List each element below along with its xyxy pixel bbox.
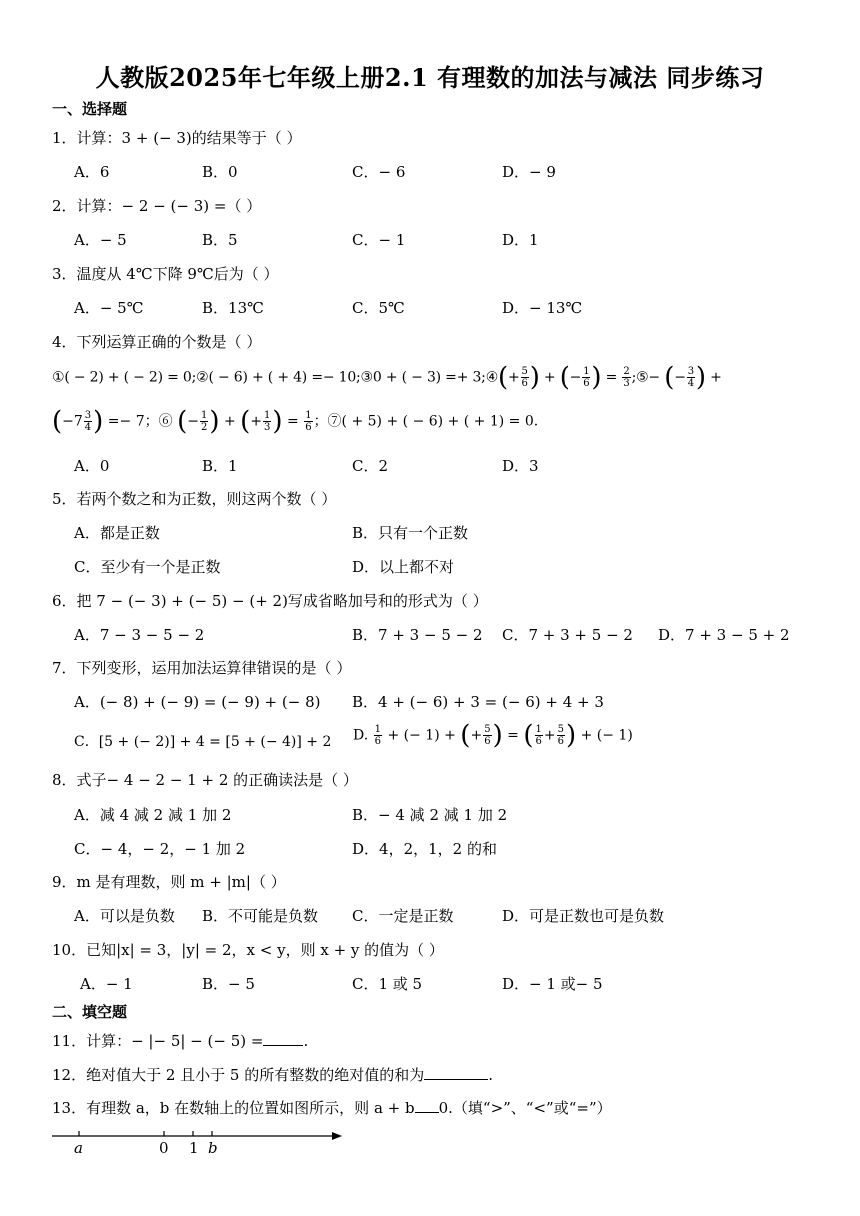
question-9-option-b: B．不可能是负数 <box>202 907 319 925</box>
formula-text: + <box>250 413 263 430</box>
paren-close: ) <box>529 362 540 393</box>
question-2-option-d: D．1 <box>502 231 539 249</box>
fraction-denominator: 6 <box>305 422 312 433</box>
fraction-denominator: 2 <box>200 422 208 433</box>
fraction <box>521 366 529 389</box>
question-8-stem: 8．式子− 4 − 2 − 1 + 2 的正确读法是（ ） <box>52 771 358 789</box>
question-7-option-d <box>353 720 633 751</box>
question-6-option-d: D．7 + 3 − 5 + 2 <box>658 626 790 644</box>
paren-open: ( <box>177 406 188 437</box>
question-2-stem: 2．计算：− 2 − (− 3) =（ ） <box>52 197 262 215</box>
question-5-option-a: A．都是正数 <box>74 524 160 542</box>
question-5-stem: 5．若两个数之和为正数，则这两个数（ ） <box>52 490 337 508</box>
paren-open: ( <box>240 406 251 437</box>
fraction-numerator: 2 <box>623 366 630 377</box>
fraction <box>84 410 92 433</box>
fraction-denominator: 6 <box>535 736 542 747</box>
fraction <box>200 410 208 433</box>
fraction-denominator: 3 <box>264 422 271 433</box>
paren-close: ) <box>695 362 706 393</box>
question-8-option-c: C．− 4，− 2，− 1 加 2 <box>74 840 246 858</box>
question-12-end: . <box>488 1066 494 1084</box>
question-9-option-c: C．一定是正数 <box>352 907 454 925</box>
paren-open: ( <box>498 362 508 393</box>
paren-open: ( <box>664 362 675 393</box>
fraction-denominator: 6 <box>583 378 590 389</box>
fraction-denominator: 6 <box>374 736 382 747</box>
question-13 <box>52 1097 612 1118</box>
fraction-denominator: 4 <box>687 378 694 389</box>
question-4-formula-line-2 <box>52 406 539 437</box>
formula-text: − <box>187 413 199 430</box>
question-2-option-a: A．− 5 <box>74 231 127 249</box>
formula-text: + (− 1) + <box>387 727 456 744</box>
question-1-stem: 1．计算：3 + (− 3)的结果等于（ ） <box>52 129 302 147</box>
paren-open: ( <box>523 720 534 751</box>
question-11-text: 11．计算：− |− 5| − (− 5) = <box>52 1032 264 1050</box>
formula-text: −7 <box>62 413 83 430</box>
fraction-numerator: 1 <box>200 410 208 421</box>
question-3-option-a: A．− 5℃ <box>74 299 144 317</box>
paren-open: ( <box>559 362 570 393</box>
question-7-option-b: B．4 + (− 6) + 3 = (− 6) + 4 + 3 <box>352 693 604 711</box>
formula-text: + <box>543 727 556 744</box>
fraction <box>687 366 695 389</box>
formula-text: ①( − 2) + ( − 2) = 0;②( − 6) + ( + 4) =− 10;③0 + ( − 3) =+ 3;④ <box>52 369 499 386</box>
question-10-option-c: C．1 或 5 <box>352 975 423 993</box>
question-7-option-a: A．(− 8) + (− 9) = (− 9) + (− 8) <box>74 693 321 711</box>
fraction-numerator: 3 <box>84 410 92 421</box>
question-9-option-d: D．可是正数也可是负数 <box>502 907 665 925</box>
fraction-numerator: 1 <box>583 366 590 377</box>
paren-close: ) <box>93 406 104 437</box>
question-1-option-b: B．0 <box>202 163 238 181</box>
formula-text: + <box>543 369 556 386</box>
formula-text: + (− 1) <box>580 727 633 744</box>
question-6-option-b: B．7 + 3 − 5 − 2 <box>352 626 483 644</box>
label-zero: 0 <box>159 1139 169 1157</box>
section-heading-fill: 二、填空题 <box>52 1003 128 1021</box>
paren-open: ( <box>460 720 471 751</box>
number-line-figure <box>52 1124 352 1164</box>
question-1-option-d: D．− 9 <box>502 163 556 181</box>
question-9-option-a: A．可以是负数 <box>74 907 175 925</box>
fraction-numerator: 5 <box>521 366 528 377</box>
label-one: 1 <box>189 1139 199 1157</box>
question-4-stem: 4．下列运算正确的个数是（ ） <box>52 333 262 351</box>
question-3-option-c: C．5℃ <box>352 299 405 317</box>
answer-blank[interactable] <box>424 1065 488 1080</box>
paren-close: ) <box>272 406 283 437</box>
fraction <box>557 724 565 747</box>
question-4-option-a: A．0 <box>74 457 110 475</box>
formula-text: = <box>507 727 519 744</box>
label-b: b <box>208 1139 218 1157</box>
fraction-numerator: 5 <box>484 724 491 735</box>
fraction-numerator: 5 <box>557 724 564 735</box>
fraction-denominator: 6 <box>484 736 491 747</box>
question-8-option-a: A．减 4 减 2 减 1 加 2 <box>74 806 232 824</box>
fraction-denominator: 3 <box>623 378 630 389</box>
fraction-denominator: 4 <box>84 422 92 433</box>
fraction-numerator: 1 <box>535 724 542 735</box>
label-a: a <box>74 1139 83 1157</box>
paren-close: ) <box>209 406 220 437</box>
fraction <box>263 410 271 433</box>
question-2-option-b: B．5 <box>202 231 238 249</box>
paren-close: ) <box>566 720 577 751</box>
question-5-option-b: B．只有一个正数 <box>352 524 469 542</box>
question-1-option-c: C．− 6 <box>352 163 406 181</box>
paren-close: ) <box>492 720 503 751</box>
answer-blank[interactable] <box>415 1098 439 1113</box>
question-3-option-d: D．− 13℃ <box>502 299 583 317</box>
fraction-denominator: 6 <box>557 736 564 747</box>
fraction-numerator: 1 <box>305 410 312 421</box>
formula-text: + <box>508 369 520 386</box>
question-3-stem: 3．温度从 4℃下降 9℃后为（ ） <box>52 265 279 283</box>
question-10-stem: 10．已知|x| = 3，|y| = 2，x < y，则 x + y 的值为（ ） <box>52 941 444 959</box>
question-8-option-b: B．− 4 减 2 减 1 加 2 <box>352 806 508 824</box>
question-8-option-d: D．4，2，1，2 的和 <box>352 840 497 858</box>
question-11-end: . <box>303 1032 309 1050</box>
formula-text: = <box>287 413 299 430</box>
formula-text: ；⑦( + 5) + ( − 6) + ( + 1) = 0. <box>313 413 539 430</box>
question-10-option-b: B．− 5 <box>202 975 255 993</box>
formula-text: − <box>674 369 686 386</box>
question-7-stem: 7．下列变形，运用加法运算律错误的是（ ） <box>52 659 352 677</box>
question-13-end: 0.（填“>”、“<”或“=”） <box>438 1099 612 1117</box>
question-2-option-c: C．− 1 <box>352 231 406 249</box>
question-5-option-c: C．至少有一个是正数 <box>74 558 221 576</box>
paren-open: ( <box>52 406 63 437</box>
formula-text: − <box>569 369 582 386</box>
question-7-option-c: C．[5 + (− 2)] + 4 = [5 + (− 4)] + 2 <box>74 734 332 750</box>
fraction-denominator: 6 <box>521 378 528 389</box>
question-12 <box>52 1064 493 1085</box>
question-6-option-a: A．7 − 3 − 5 − 2 <box>74 626 205 644</box>
question-12-text: 12．绝对值大于 2 且小于 5 的所有整数的绝对值的和为 <box>52 1066 425 1084</box>
question-3-option-b: B．13℃ <box>202 299 264 317</box>
formula-text: = <box>605 369 618 386</box>
question-10-option-a: A．− 1 <box>80 975 133 993</box>
question-6-option-c: C．7 + 3 + 5 − 2 <box>502 626 633 644</box>
fraction <box>622 366 630 389</box>
fraction <box>582 366 590 389</box>
answer-blank[interactable] <box>263 1031 303 1046</box>
number-line-arrow <box>332 1132 342 1140</box>
question-10-option-d: D．− 1 或− 5 <box>502 975 603 993</box>
question-4-option-c: C．2 <box>352 457 389 475</box>
question-5-option-d: D．以上都不对 <box>352 558 455 576</box>
formula-text: + <box>223 413 236 430</box>
fraction <box>374 724 382 747</box>
formula-text: + <box>470 727 483 744</box>
formula-text: =− 7；⑥ <box>107 413 173 430</box>
fraction <box>483 724 491 747</box>
formula-text: ;⑤− <box>631 369 660 386</box>
question-4-option-b: B．1 <box>202 457 238 475</box>
option-letter: D. <box>353 727 369 744</box>
fraction <box>535 724 543 747</box>
fraction-numerator: 1 <box>374 724 382 735</box>
question-9-stem: 9．m 是有理数，则 m + |m|（ ） <box>52 873 286 891</box>
paren-close: ) <box>591 362 602 393</box>
question-1-option-a: A．6 <box>74 163 110 181</box>
question-11 <box>52 1030 308 1051</box>
fraction <box>304 410 312 433</box>
question-13-text: 13．有理数 a，b 在数轴上的位置如图所示，则 a + b <box>52 1099 415 1117</box>
page-title: 人教版2025年七年级上册2.1 有理数的加法与减法 同步练习 <box>95 63 765 92</box>
formula-text: + <box>710 369 722 386</box>
question-4-formula-line-1 <box>52 362 722 393</box>
question-4-option-d: D．3 <box>502 457 539 475</box>
fraction-numerator: 1 <box>264 410 271 421</box>
fraction-numerator: 3 <box>687 366 694 377</box>
section-heading-choice: 一、选择题 <box>52 100 128 118</box>
question-6-stem: 6．把 7 − (− 3) + (− 5) − (+ 2)写成省略加号和的形式为（ ） <box>52 592 488 610</box>
